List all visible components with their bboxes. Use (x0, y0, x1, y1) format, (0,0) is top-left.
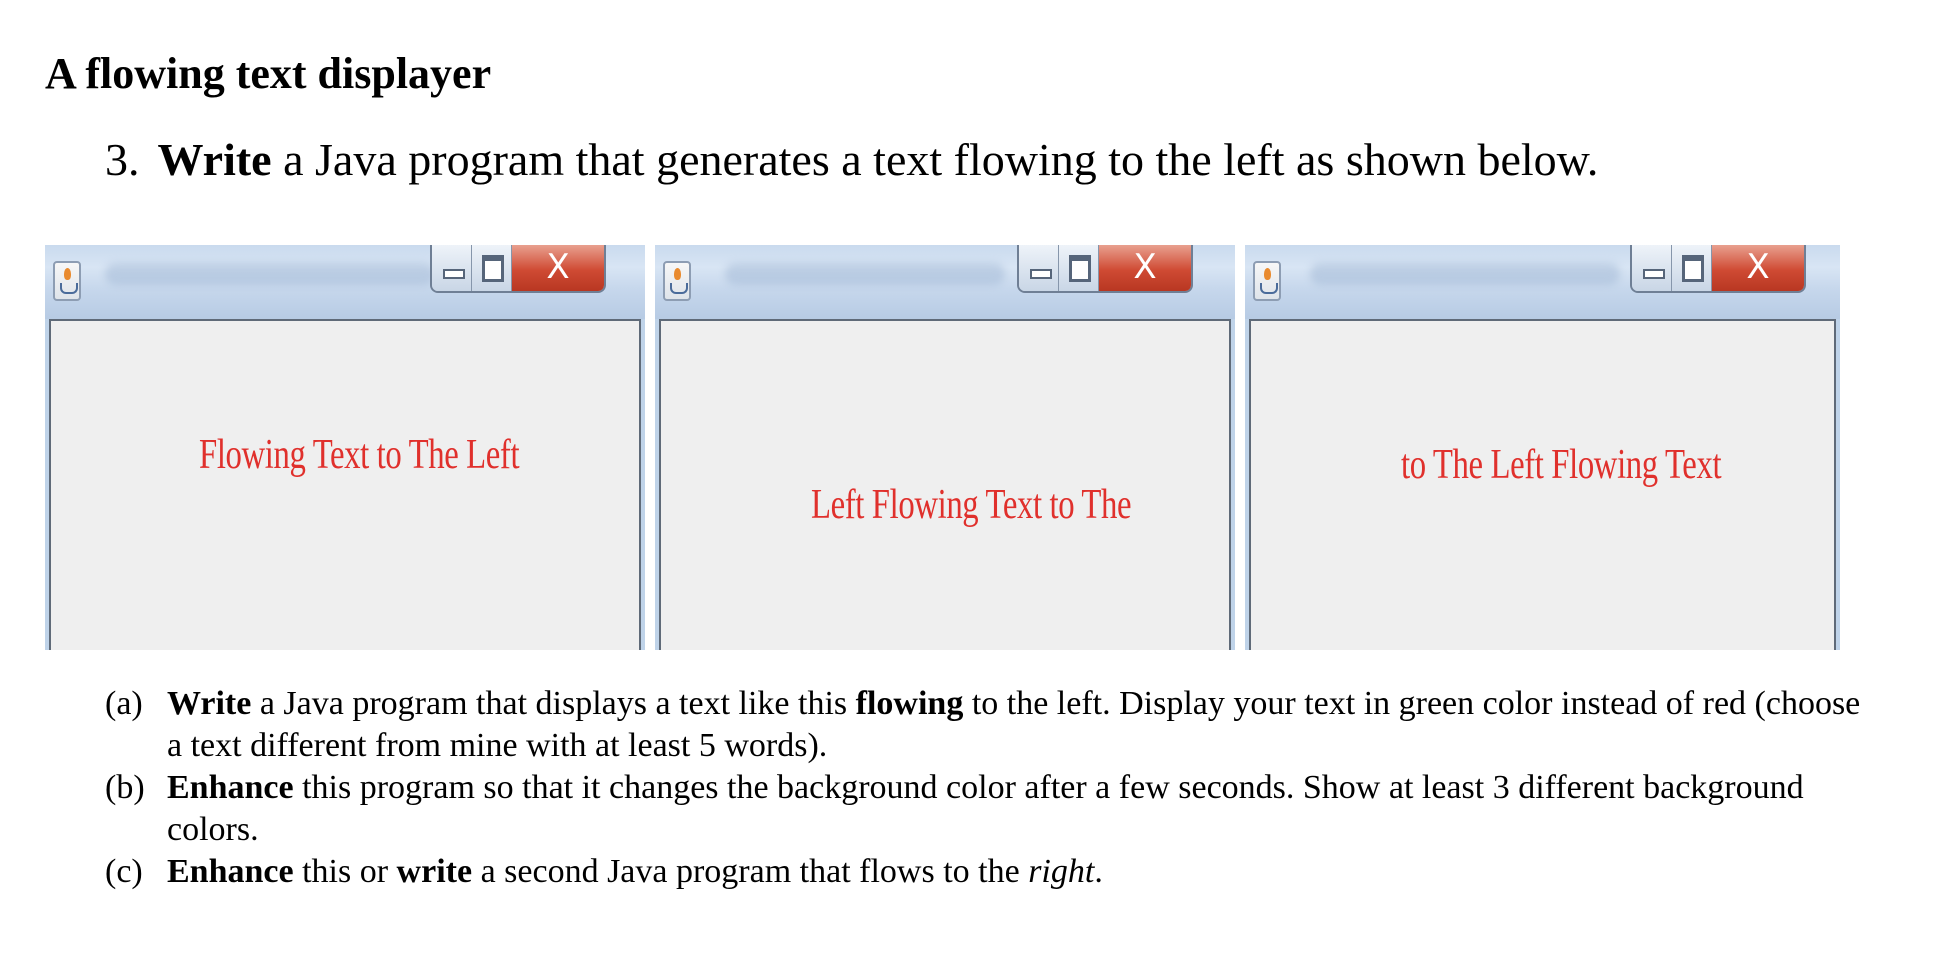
subtask-text: this program so that it changes the background color after a few seconds. Show at least 3 different background colors. (167, 769, 1804, 848)
subtask-item (105, 683, 1865, 767)
maximize-icon[interactable] (472, 245, 512, 291)
minimize-icon[interactable] (1632, 245, 1672, 291)
java-cup-icon (53, 261, 81, 301)
window-client-area (659, 319, 1231, 650)
window-client-area (1249, 319, 1836, 650)
task-number: 3. (105, 134, 140, 185)
minimize-icon[interactable] (1019, 245, 1059, 291)
blurred-title (105, 263, 435, 285)
window-controls (430, 245, 606, 293)
subtask-marker: (c) (105, 853, 143, 890)
subtask-item (105, 851, 1865, 893)
maximize-icon[interactable] (1672, 245, 1712, 291)
subtask-item (105, 767, 1865, 851)
blurred-title (725, 263, 1005, 285)
blurred-title (1310, 263, 1620, 285)
window-titlebar (1245, 245, 1840, 319)
task-bold-word: Write (157, 134, 272, 185)
subtask-text: Enhance (167, 769, 294, 806)
java-cup-icon (663, 261, 691, 301)
window-controls (1017, 245, 1193, 293)
minimize-icon[interactable] (432, 245, 472, 291)
window-titlebar (655, 245, 1235, 319)
close-icon[interactable]: X (1099, 245, 1191, 291)
flowing-text: Flowing Text to The Left (199, 432, 520, 478)
subtask-text: Enhance (167, 853, 294, 890)
window-client-area (49, 319, 641, 650)
example-screenshots (45, 245, 1840, 650)
flowing-text: Left Flowing Text to The (811, 482, 1132, 528)
task-statement (105, 135, 1598, 186)
close-icon[interactable]: X (1712, 245, 1804, 291)
subtask-text: . (1094, 853, 1103, 890)
java-cup-icon (1253, 261, 1281, 301)
window-titlebar (45, 245, 645, 319)
java-window-1 (45, 245, 645, 650)
subtask-text: right (1028, 853, 1095, 890)
flowing-text: to The Left Flowing Text (1401, 442, 1722, 488)
maximize-icon[interactable] (1059, 245, 1099, 291)
task-text: a Java program that generates a text flowing to the left as shown below. (271, 134, 1599, 185)
subtask-text: a second Java program that flows to the (472, 853, 1029, 890)
window-controls (1630, 245, 1806, 293)
subtask-list (105, 683, 1865, 893)
subtask-marker: (b) (105, 769, 145, 806)
section-heading: A flowing text displayer (45, 49, 492, 98)
subtask-text: flowing (855, 685, 964, 722)
java-window-3 (1245, 245, 1840, 650)
subtask-text: to the left. Display your text in green color instead of red (choose a text different from mine with at least 5 words). (167, 685, 1861, 764)
subtask-text: Write (167, 685, 252, 722)
close-icon[interactable]: X (512, 245, 604, 291)
subtask-text: a Java program that displays a text like this (251, 685, 856, 722)
subtask-text: write (396, 853, 473, 890)
subtask-text: this or (293, 853, 397, 890)
java-window-2 (655, 245, 1235, 650)
subtask-marker: (a) (105, 685, 143, 722)
